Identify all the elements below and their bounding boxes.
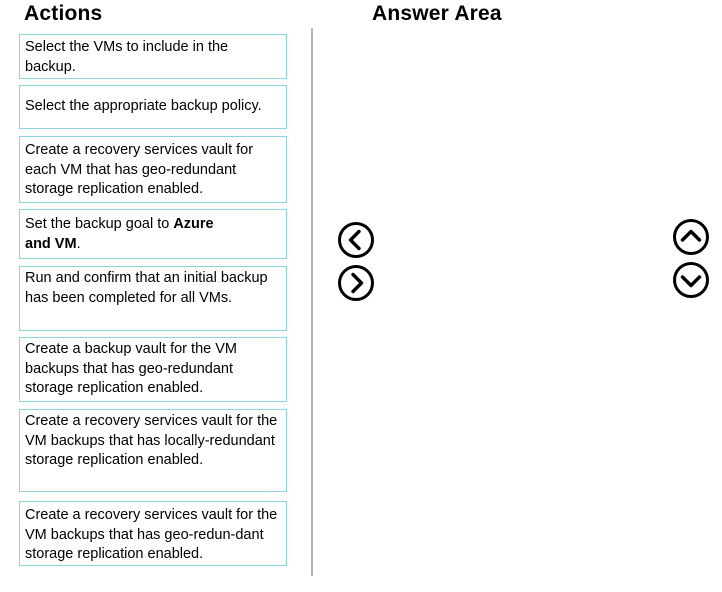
chevron-left-circle-icon xyxy=(337,221,375,259)
panel-divider xyxy=(311,28,313,576)
chevron-up-circle-icon xyxy=(672,218,710,256)
move-left-button[interactable] xyxy=(337,221,375,259)
answer-area-heading: Answer Area xyxy=(372,2,502,25)
action-item-vault-lrs[interactable] xyxy=(19,409,287,492)
action-item-set-backup-goal[interactable] xyxy=(19,209,287,259)
action-item-run-initial-backup[interactable] xyxy=(19,266,287,331)
action-item-label: Create a recovery services vault for the VM backups that has geo-redun-dant storage replication enabled. xyxy=(25,507,278,562)
action-item-label: Run and confirm that an initial backup has been completed for all VMs. xyxy=(25,270,268,306)
action-item-backup-vault-grs[interactable] xyxy=(19,337,287,402)
actions-heading: Actions xyxy=(24,2,103,25)
move-right-button[interactable] xyxy=(337,264,375,302)
action-item-label: Select the appropriate backup policy. xyxy=(25,98,262,114)
move-down-button[interactable] xyxy=(672,261,710,299)
chevron-right-circle-icon xyxy=(337,264,375,302)
chevron-down-circle-icon xyxy=(672,261,710,299)
action-item-label: Create a backup vault for the VM backups that has geo-redundant storage replication enabled. xyxy=(25,341,237,396)
action-item-label-bold: and VM xyxy=(25,235,77,252)
action-item-label-pre: Set the backup goal to xyxy=(25,216,174,232)
move-up-button[interactable] xyxy=(672,218,710,256)
action-item-label: Select the VMs to include in the backup. xyxy=(25,39,229,75)
action-item-label-bold: Azure xyxy=(173,216,214,232)
action-item-label: Create a recovery services vault for the VM backups that has locally-redundant storage replication enabled. xyxy=(25,413,278,468)
action-item-vault-grs[interactable] xyxy=(19,501,287,566)
action-item-label-post: . xyxy=(76,235,81,252)
action-item-select-vms[interactable] xyxy=(19,34,287,79)
action-item-vault-per-vm[interactable] xyxy=(19,136,287,203)
action-item-label: Create a recovery services vault for each VM that has geo-redundant storage replication enabled. xyxy=(25,142,254,197)
action-item-select-backup-policy[interactable] xyxy=(19,85,287,129)
